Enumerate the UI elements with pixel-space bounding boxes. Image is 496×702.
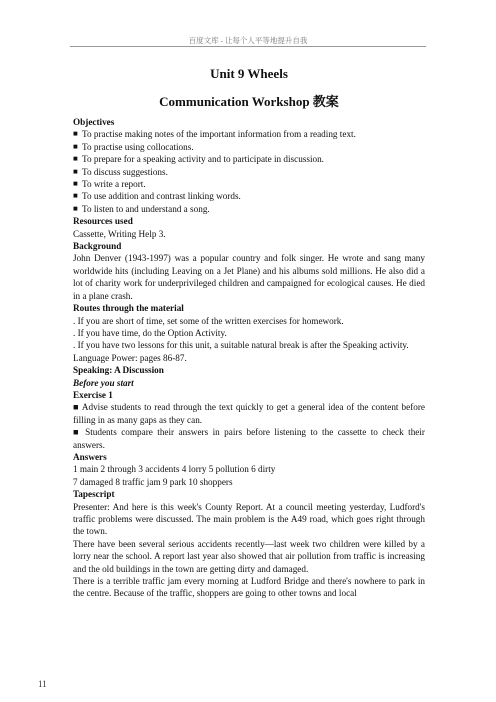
document-title: Unit 9 Wheels	[210, 66, 288, 81]
objective-item: ■ To listen to and understand a song.	[73, 203, 210, 214]
tapescript-paragraph: There is a terrible traffic jam every morning at Ludford Bridge and there's nowhere to park in the centre. Because of the traffic, shoppers are going to other towns and local	[73, 576, 425, 599]
exercise1-item: ■ Students compare their answers in pairs before listening to the cassette to check their answers.	[73, 427, 425, 450]
objective-item: ■ To practise using collocations.	[73, 141, 194, 152]
tapescript-heading: Tapescript	[73, 489, 115, 500]
speaking-heading: Speaking: A Discussion	[73, 365, 164, 376]
answers-line: 1 main 2 through 3 accidents 4 lorry 5 pollution 6 dirty	[73, 464, 276, 475]
bullet-icon: ■	[73, 179, 78, 189]
bullet-icon: ■	[73, 154, 78, 164]
document-body	[73, 66, 425, 600]
background-heading: Background	[73, 241, 122, 252]
objectives-list	[73, 128, 425, 215]
bullet-icon: ■	[73, 203, 78, 213]
answers-heading: Answers	[73, 451, 107, 462]
bullet-icon: ■	[73, 191, 78, 201]
bullet-icon: ■	[73, 129, 78, 139]
exercise1-heading: Exercise 1	[73, 389, 113, 400]
page-number: 11	[38, 679, 47, 689]
objectives-heading: Objectives	[73, 117, 115, 127]
background-text: John Denver (1943-1997) was a popular country and folk singer. He wrote and sang many worldwide hits (including Leaving on a Jet Plane) and his albums sold millions. He also did a lot of charity work for underprivileged children and campaigned for ecological causes. He died in a plane crash.	[73, 253, 425, 301]
answers-line: 7 damaged 8 traffic jam 9 park 10 shoppers	[73, 476, 233, 487]
exercise1-item: ■ Advise students to read through the text quickly to get a general idea of the content before filling in as many gaps as they can.	[73, 402, 425, 425]
routes-item: . If you have time, do the Option Activity.	[73, 327, 227, 338]
resources-heading: Resources used	[73, 216, 133, 227]
header-rule	[70, 46, 426, 47]
before-you-start-heading: Before you start	[73, 377, 134, 388]
routes-item: . If you are short of time, set some of the written exercises for homework.	[73, 315, 344, 326]
objective-item: ■ To prepare for a speaking activity and to participate in discussion.	[73, 154, 324, 165]
language-power-text: Language Power: pages 86-87.	[73, 352, 187, 363]
tapescript-paragraph: There have been several serious accidents recently—last week two children were killed by a lorry near the school. A report last year also showed that air pollution from traffic is increasing and the old buildings in the town are getting dirty and damaged.	[73, 538, 425, 574]
page-header	[0, 0, 496, 44]
routes-item: . If you have two lessons for this unit, a suitable natural break is after the Speaking activity.	[73, 340, 409, 351]
bullet-icon: ■	[73, 141, 78, 151]
objective-item: ■ To use addition and contrast linking words.	[73, 191, 241, 202]
objective-item: ■ To write a report.	[73, 179, 146, 190]
site-header-text: 百度文库 - 让每个人平等地提升自我	[188, 36, 308, 45]
routes-heading: Routes through the material	[73, 303, 184, 314]
resources-text: Cassette, Writing Help 3.	[73, 228, 166, 239]
tapescript-paragraph: Presenter: And here is this week's County Report. At a council meeting yesterday, Ludford's traffic problems were discussed. The main problem is the A49 road, which goes right through the town.	[73, 501, 425, 537]
bullet-icon: ■	[73, 166, 78, 176]
document-subtitle: Communication Workshop 教案	[159, 94, 339, 109]
objective-item: ■ To practise making notes of the important information from a reading text.	[73, 129, 356, 140]
objective-item: ■ To discuss suggestions.	[73, 166, 168, 177]
